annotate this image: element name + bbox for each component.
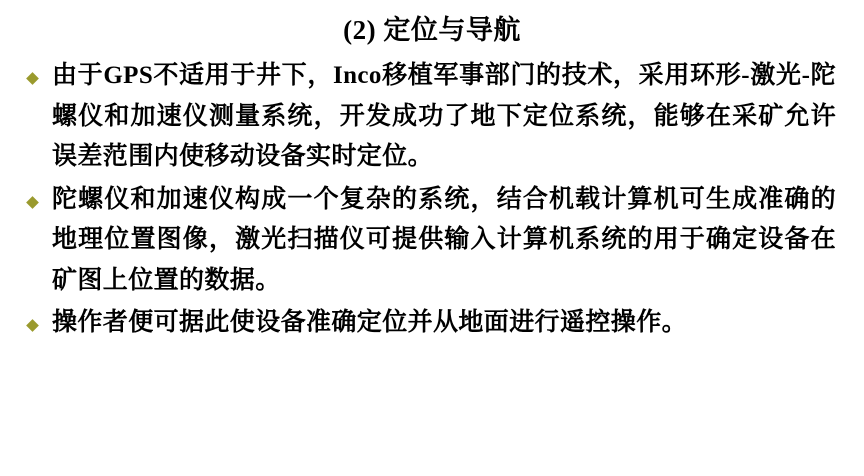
diamond-bullet-icon (28, 303, 52, 335)
list-item-text: 操作者便可据此使设备准确定位并从地面进行遥控操作。 (52, 309, 688, 337)
list-item-text: 由于GPS不适用于井下，Inco移植军事部门的技术，采用环形-激光-陀螺仪和加速仪测量系统，开发成功了地下定位系统，能够在采矿允许误差范围内使移动设备实时定位。 (52, 62, 836, 171)
list-item (28, 56, 836, 178)
diamond-bullet-icon (28, 180, 52, 212)
list-item (28, 303, 836, 343)
page-title: (2) 定位与导航 (343, 15, 521, 45)
bullet-list (28, 56, 836, 343)
list-item-text: 陀螺仪和加速仪构成一个复杂的系统，结合机载计算机可生成准确的地理位置图像，激光扫描仪可提供输入计算机系统的用于确定设备在矿图上位置的数据。 (52, 185, 836, 294)
diamond-bullet-icon (28, 56, 52, 88)
list-item (28, 180, 836, 302)
